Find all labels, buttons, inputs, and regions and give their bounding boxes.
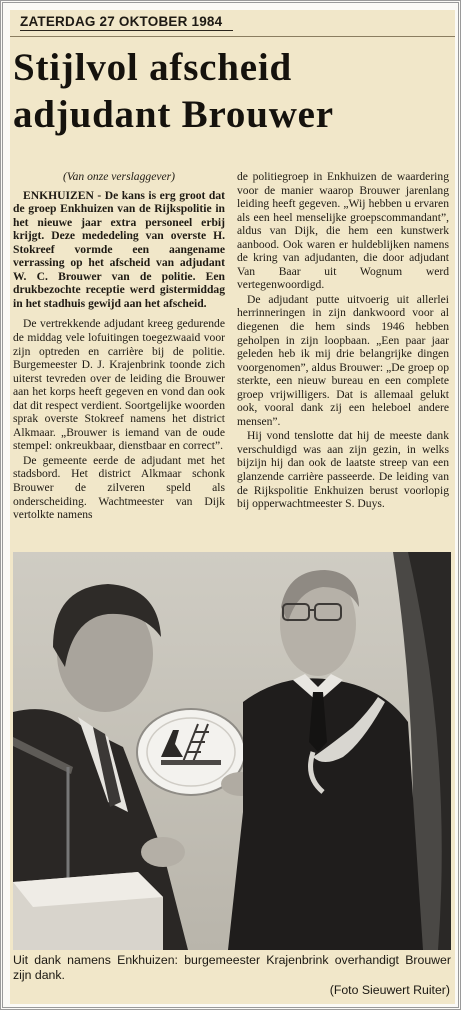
news-photo [13, 552, 451, 950]
article-column-right [237, 170, 449, 511]
photo-right-man-sleeve [243, 772, 303, 800]
body-paragraph: De vertrekkende adjudant kreeg gedurende de middag vele lofuitingen toegezwaaid voor zijn optreden en carrière bij de politie. Burgemeester D. J. Krajenbrink toonde zich uiterst tevreden over de leiding die Brouwer aan het korps heeft gegeven en vond dan ook dat dit respect verdient. Soortgelijke woorden sprak overste Stokreef namens het district Alkmaar. „Brouwer is iemand van de oude stempel: onkreukbaar, dienstbaar en correct”. [13, 317, 225, 453]
body-paragraph: de politiegroep in Enkhuizen de waardering voor de manier waarop Brouwer jarenlang leiding heeft gegeven. „Wij hebben u ervaren als een heel menselijke groepscommandant”, aldus van Dijk, die hem een kunstwerk aanbood. Ook waren er huldeblijken namens de kring van adjudanten, die door adjudant Van Baar uit Wognum werd vertegenwoordigd. [237, 170, 449, 292]
headline-line-2: adjudant Brouwer [13, 93, 334, 136]
body-paragraph: De gemeente eerde de adjudant met het stadsbord. Het district Alkmaar schonk Brouwer de zilveren speld als onderscheiding. Wachtmeester van Dijk vertolkte namens [13, 453, 225, 522]
header-rule [10, 36, 455, 37]
newspaper-clipping [10, 10, 455, 1004]
photo-left-man-hand [141, 837, 185, 867]
photo-right-man-uniform [228, 678, 423, 950]
photo-credit: (Foto Sieuwert Ruiter) [329, 983, 450, 997]
headline [13, 44, 453, 138]
photo-caption: Uit dank namens Enkhuizen: burgemeester Krajenbrink overhandigt Brouwer zijn dank. [13, 953, 451, 982]
body-paragraph: Hij vond tenslotte dat hij de meeste dank verschuldigd was aan zijn gezin, in welks bijzijn hij dan ook de laatste streep van een glanzende carrière passeerde. De leiding van de Rijkspolitie Enkhuizen berust voorlopig bij opperwachtmeester S. Duys. [237, 429, 449, 511]
lead-paragraph: ENKHUIZEN - De kans is erg groot dat de groep Enkhuizen van de Rijkspolitie in het nieuwe jaar extra personeel erbij krijgt. Deze mededeling van overste H. Stokreef vormde een aangename verrassing op het afscheid van adjudant W. C. Brouwer van de politie. Een drukbezochte receptie werd gistermiddag in het stadhuis gewijd aan het afscheid. [13, 188, 225, 310]
article-column-left [13, 170, 225, 522]
photo-plate-base [161, 760, 221, 765]
headline-line-1: Stijlvol afscheid [13, 46, 293, 89]
body-paragraph: De adjudant putte uitvoerig uit allerlei herrinneringen in zijn dankwoord voor al diegenen die hem sinds 1946 hebben geholpen in zijn loopbaan. „Een paar jaar geleden heb ik mij drie belangrijke dingen voorgenomen”, aldus Brouwer: „De groep op sterkte, een nieuw bureau en een complete groep vrijwilligers. Dat is allemaal gelukt ook, vooral dank zij een heleboel andere mensen”. [237, 292, 449, 428]
byline: (Van onze verslaggever) [62, 170, 176, 183]
dateline: ZATERDAG 27 OKTOBER 1984 [20, 14, 233, 31]
